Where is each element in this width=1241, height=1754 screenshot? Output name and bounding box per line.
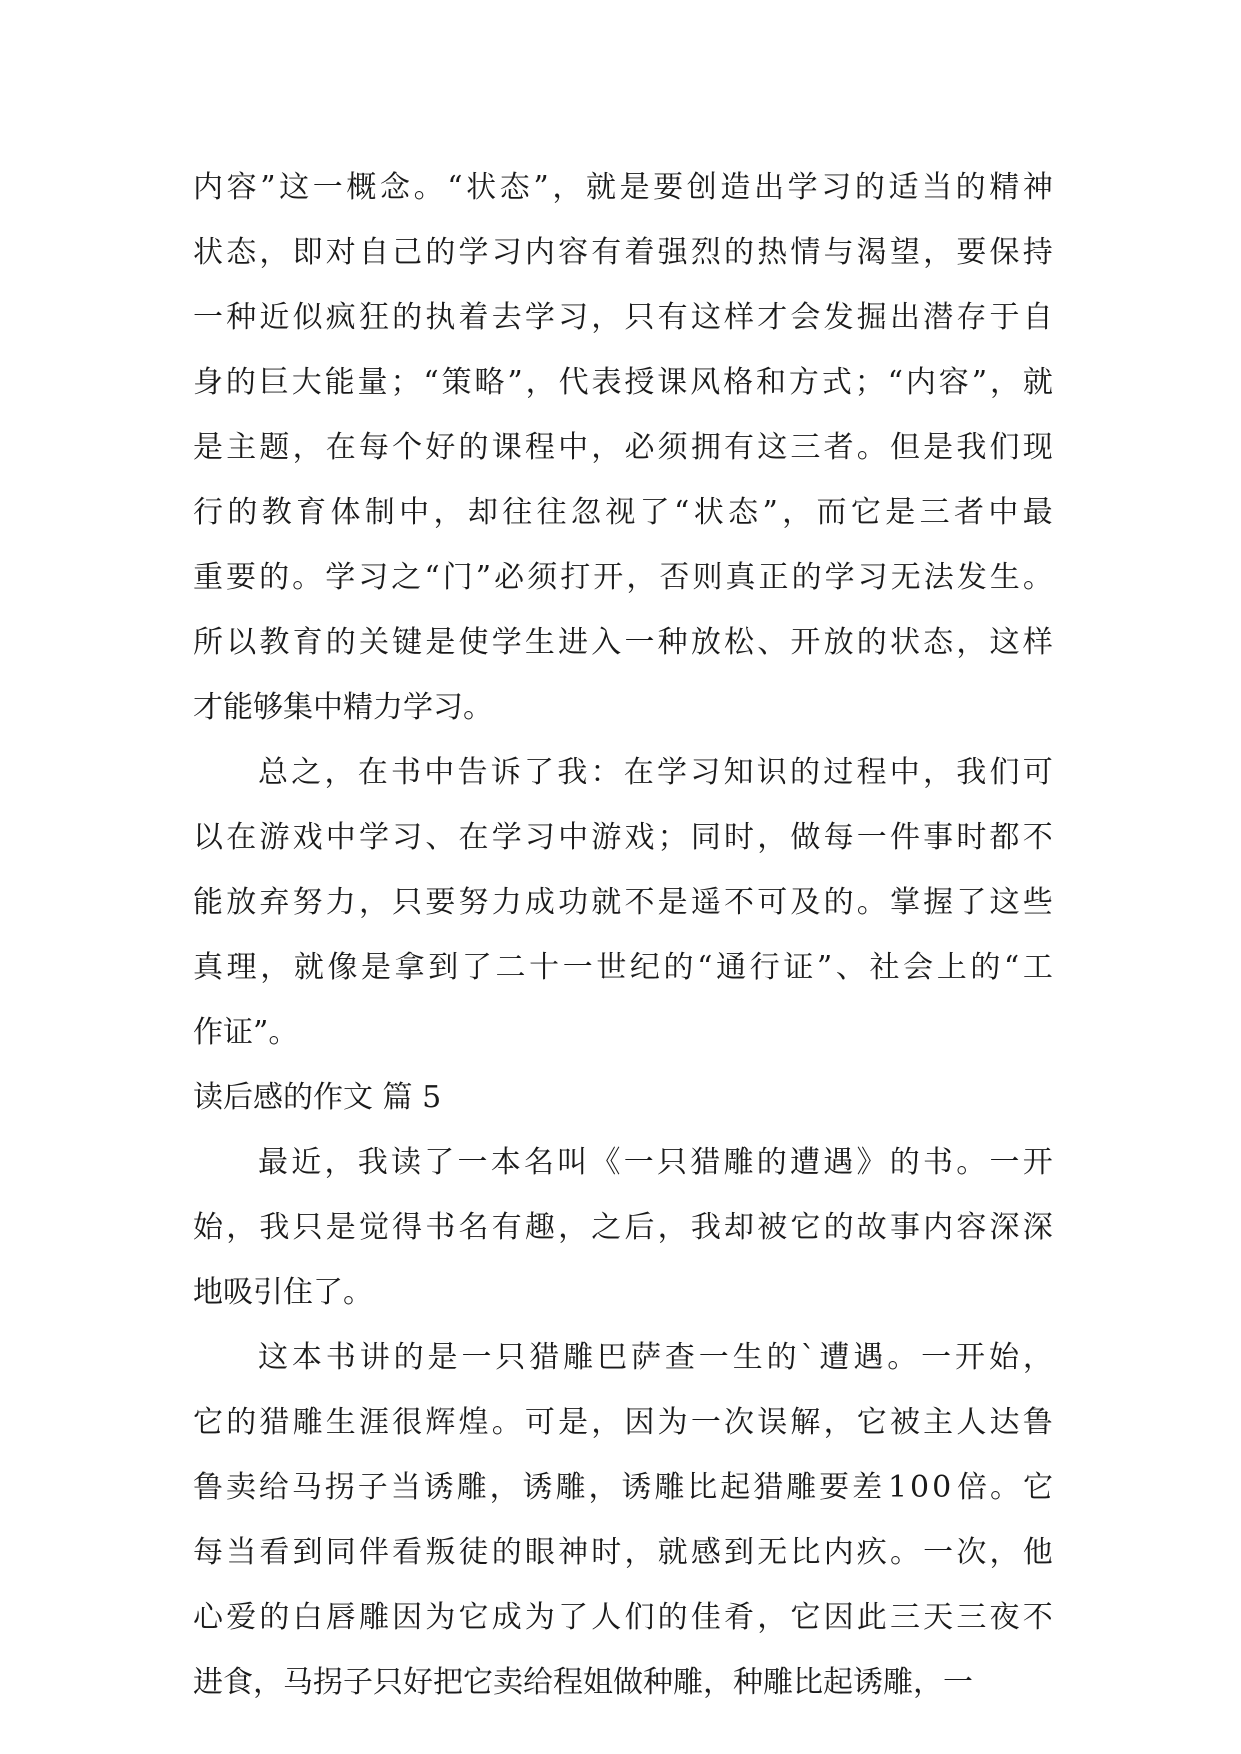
- text-line: 能 放 弃 努 力 ， 只 要 努 力 成 功 就 不 是 遥 不 可 及 的 。 掌 握 了 这 些: [193, 885, 1053, 920]
- text-line: 内 容 ” 这 一 概 念 。 “ 状 态 ” ， 就 是 要 创 造 出 学 习 的 适 当 的 精 神: [193, 170, 1053, 205]
- section-heading: [193, 1065, 1053, 1130]
- text-line: 状 态 ， 即 对 自 己 的 学 习 内 容 有 着 强 烈 的 热 情 与 渴 望 ， 要 保 持: [193, 235, 1053, 270]
- text-line: 最 近 ， 我 读 了 一 本 名 叫 《 一 只 猎 雕 的 遭 遇 》 的 书 。 一 开: [258, 1145, 1053, 1180]
- text-line: 身 的 巨 大 能 量 ； “ 策 略 ” ， 代 表 授 课 风 格 和 方 式 ； “ 内 容 ” ， 就: [193, 365, 1053, 400]
- heading-text: 读后感的作文 篇 5: [193, 1080, 442, 1115]
- text-line: 每 当 看 到 同 伴 看 叛 徒 的 眼 神 时 ， 就 感 到 无 比 内 疚 。 一 次 ， 他: [193, 1535, 1053, 1570]
- text-line: 总 之 ， 在 书 中 告 诉 了 我 ： 在 学 习 知 识 的 过 程 中 ， 我 们 可: [258, 755, 1053, 790]
- paragraph: [193, 740, 1053, 1065]
- document-body: [193, 155, 1053, 1715]
- paragraph: [193, 1130, 1053, 1325]
- text-line: 地吸引住了。: [193, 1275, 373, 1310]
- text-line: 才能够集中精力学习。: [193, 690, 493, 725]
- text-line: 重 要 的 。 学 习 之 “ 门 ” 必 须 打 开 ， 否 则 真 正 的 学 习 无 法 发 生 。: [193, 560, 1053, 595]
- text-line: 心 爱 的 白 唇 雕 因 为 它 成 为 了 人 们 的 佳 肴 ， 它 因 此 三 天 三 夜 不: [193, 1600, 1053, 1635]
- text-line: 真 理 ， 就 像 是 拿 到 了 二 十 一 世 纪 的 “ 通 行 证 ” 、 社 会 上 的 “ 工: [193, 950, 1053, 985]
- paragraph: [193, 155, 1053, 740]
- text-line: 作证”。: [193, 1015, 299, 1050]
- text-line: 以 在 游 戏 中 学 习 、 在 学 习 中 游 戏 ； 同 时 ， 做 每 一 件 事 时 都 不: [193, 820, 1053, 855]
- text-line: 是 主 题 ， 在 每 个 好 的 课 程 中 ， 必 须 拥 有 这 三 者 。 但 是 我 们 现: [193, 430, 1053, 465]
- text-line: 始 ， 我 只 是 觉 得 书 名 有 趣 ， 之 后 ， 我 却 被 它 的 故 事 内 容 深 深: [193, 1210, 1053, 1245]
- text-line: 行 的 教 育 体 制 中 ， 却 往 往 忽 视 了 “ 状 态 ” ， 而 它 是 三 者 中 最: [193, 495, 1053, 530]
- text-line: 进食，马拐子只好把它卖给程姐做种雕，种雕比起诱雕，一: [193, 1665, 973, 1700]
- paragraph: [193, 1325, 1053, 1715]
- text-line: 它 的 猎 雕 生 涯 很 辉 煌 。 可 是 ， 因 为 一 次 误 解 ， 它 被 主 人 达 鲁: [193, 1405, 1053, 1440]
- text-line: 这 本 书 讲 的 是 一 只 猎 雕 巴 萨 查 一 生 的 ` 遭 遇 。 一 开 始 ，: [258, 1340, 1053, 1375]
- text-line: 一 种 近 似 疯 狂 的 执 着 去 学 习 ， 只 有 这 样 才 会 发 掘 出 潜 存 于 自: [193, 300, 1053, 335]
- text-line: 所 以 教 育 的 关 键 是 使 学 生 进 入 一 种 放 松 、 开 放 的 状 态 ， 这 样: [193, 625, 1053, 660]
- text-line: 鲁 卖 给 马 拐 子 当 诱 雕 ， 诱 雕 ， 诱 雕 比 起 猎 雕 要 差 1 0 0 倍 。 它: [193, 1470, 1053, 1505]
